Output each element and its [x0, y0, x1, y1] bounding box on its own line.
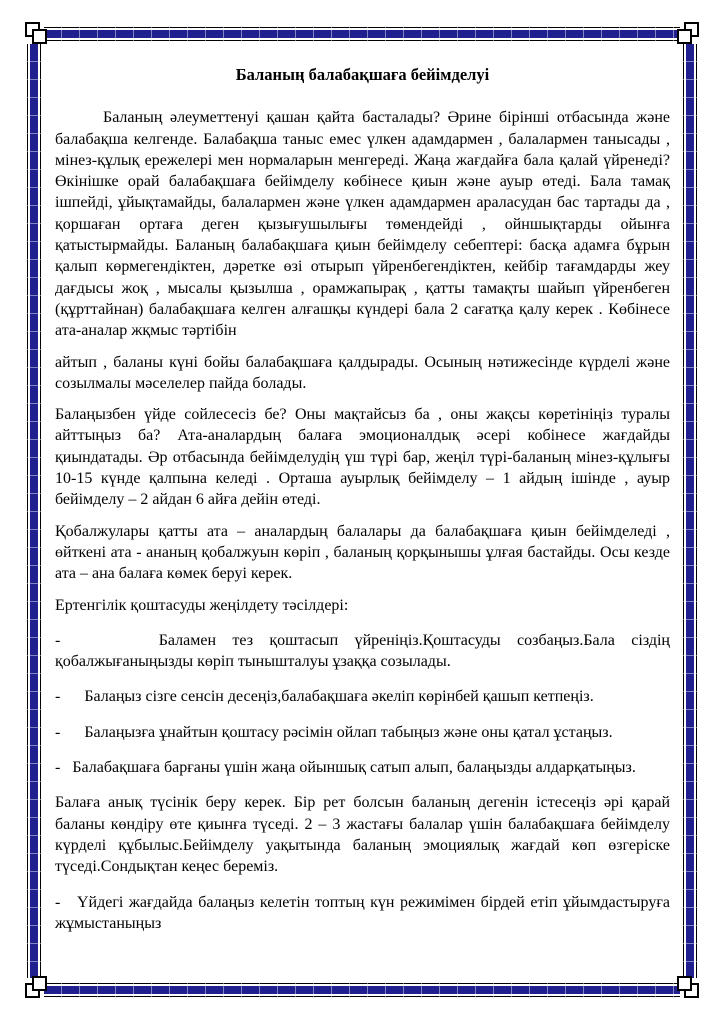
paragraph-continuation: айтып , баланы күні бойы балабақшаға қалдырады. Осының нәтижесінде күрделі және созылмалы мәселелер пайда болады. — [55, 353, 670, 392]
page-border-left-bar — [27, 44, 41, 978]
section-heading-farewell-tips: Ертенгілік қоштасуды жеңілдету тәсілдері: — [55, 596, 349, 614]
page-border-top-bar — [44, 27, 680, 41]
bullet-item-farewell-ritual: - Балаңызға ұнайтын қоштасу рәсімін ойлап табыңыз және оны қатал ұстаңыз. — [55, 723, 613, 741]
page-border-bottom-bar — [44, 983, 680, 997]
bullet-item-dont-sneak-away: - Балаңыз сізге сенсін десеңіз,балабақшаға әкеліп көрінбей қашып кетпеңіз. — [55, 688, 594, 706]
bullet-item-new-toy: - Балабақшаға барғаны үшін жаңа ойыншық сатып алып, балаңызды алдарқатыңыз. — [55, 759, 636, 777]
document-content — [55, 64, 670, 934]
page-border-right-bar — [683, 44, 697, 978]
bullet-item-home-routine: - Үйдегі жағдайда балаңыз келетін топтың күн режимімен бірдей етіп ұйымдастыруға жұмыстаныңыз — [55, 893, 670, 932]
paragraph-intro: Баланың әлеуметтенуі қашан қайта басталады? Әрине бірінші отбасында және балабақша келгенде. Балабақша таныс емес үлкен адамдармен , балалармен танысады , мінез-құлық ережелері мен нормаларын менгереді. Жаңа жағдайға бала қалай үйренеді? Өкінішке орай балабақшаға бейімделу көбінесе қиын және ауыр өтеді. Бала тамақ ішпейді, ұйықтамайды, балалармен және үлкен адамдармен араласудан бас тартады да , қоршаған ортаға деген қызығушылығы төмендейді , ойншықтарды ойынға қатыстырмайды. Баланың балабақшаға қиын бейімделу себептері: басқа адамға бұрын қалып көрмегендіктен, дәретке өзі отырып үйренбегендіктен, кейбір тағамдарды жеу дағдысы жоқ , мысалы қызылша , орамжапырақ , қатты тамақты шайып үйренбеген (құрттайнан) балабақшаға келген алғашқы күндері бала 2 сағатқа қалу керек . Көбінесе ата-аналар жқмыс тәртібін — [55, 109, 670, 340]
document-title: Баланың балабақшаға бейімделуі — [235, 65, 490, 84]
border-corner-ornament-bottom-left — [25, 974, 49, 998]
border-corner-ornament-bottom-right — [675, 974, 699, 998]
paragraph-parent-anxiety: Қобалжулары қатты ата – аналардың балалары да балабақшаға қиын бейімделеді , өйткені ата - ананың қобалжуын көріп , баланың қорқынышы ұлғая бастайды. Осы кезде ата – ана балаға көмек беруі керек. — [55, 522, 670, 583]
border-corner-ornament-top-left — [25, 22, 49, 46]
border-corner-ornament-top-right — [675, 22, 699, 46]
paragraph-parent-talk: Балаңызбен үйде сойлесесіз бе? Оны мақтайсыз ба , оны жақсы көретініңіз туралы айттыңыз ба? Ата-аналардың балаға эмоционалдық әсері кобінесе жағдайды қиындатады. Әр отбасында бейімделудің үш түрі бар, жеңіл түрі-баланың мінез-құлығы 10-15 күнде қалпына келеді . Орташа ауырлық бейімделу – 1 айдың ішінде , ауыр бейімделу – 2 айдан 6 айға дейін өтеді. — [55, 406, 670, 509]
paragraph-clear-explanation: Балаға анық түсінік беру керек. Бір рет болсын баланың дегенін істесеңіз әрі қарай баланы көндіру өте қиынға түседі. 2 – 3 жастағы балалар үшін балабақшаға бейімделу күрделі құбылыс.Бейімделу уақытында баланың эмоциялық жағдай көп өзгеріске түседі.Сондықтан кеңес береміз. — [55, 794, 670, 876]
bullet-item-quick-goodbye: - Баламен тез қоштасып үйреніңіз.Қоштасуды созбаңыз.Бала сіздің қобалжығаныңызды көріп тынышталуы ұзаққа созылады. — [55, 631, 670, 671]
